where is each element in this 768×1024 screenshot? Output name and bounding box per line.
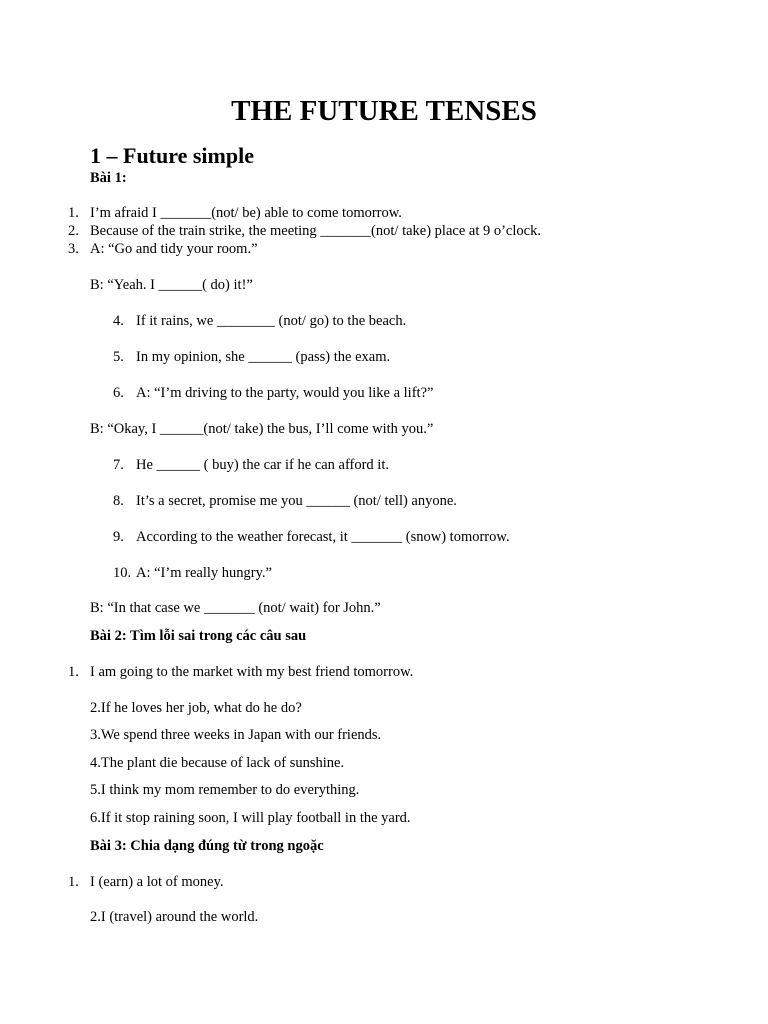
list-item: [113, 458, 389, 473]
item-text: A: “I’m really hungry.”: [136, 565, 272, 581]
list-item: [113, 530, 510, 545]
item-number: 10.: [113, 565, 132, 581]
list-item: [113, 386, 433, 401]
item-text: He ______ ( buy) the car if he can afford it.: [136, 457, 389, 473]
item-text: A: “I’m driving to the party, would you like a lift?”: [136, 385, 434, 401]
list-item: [68, 665, 413, 680]
list-item: 2.I (travel) around the world.: [90, 909, 259, 925]
item-text: I’m afraid I _______(not/ be) able to come tomorrow.: [90, 205, 402, 221]
list-item: 3.We spend three weeks in Japan with our friends.: [90, 727, 382, 743]
list-item: 2.If he loves her job, what do he do?: [90, 700, 302, 716]
item-number: 4.: [113, 313, 124, 329]
response-line: B: “In that case we _______ (not/ wait) for John.”: [90, 600, 381, 616]
exercise-2-heading: Bài 2: Tìm lỗi sai trong các câu sau: [90, 628, 307, 644]
list-item: 6.If it stop raining soon, I will play football in the yard.: [90, 810, 411, 826]
item-text: Because of the train strike, the meeting _______(not/ take) place at 9 o’clock.: [90, 223, 541, 239]
list-item: [113, 314, 406, 329]
response-line: B: “Okay, I ______(not/ take) the bus, I’ll come with you.”: [90, 421, 434, 437]
list-item: [68, 242, 258, 257]
item-number: 7.: [113, 457, 124, 473]
item-number: 6.: [113, 385, 124, 401]
item-text: I (earn) a lot of money.: [90, 874, 224, 890]
doc-title: THE FUTURE TENSES: [231, 95, 537, 127]
item-text: A: “Go and tidy your room.”: [90, 241, 258, 257]
item-number: 3.: [68, 241, 79, 257]
list-item: 5.I think my mom remember to do everything.: [90, 782, 360, 798]
list-item: [68, 875, 224, 890]
list-item: [113, 566, 272, 581]
list-item: [113, 350, 390, 365]
item-number: 1.: [68, 205, 79, 221]
item-number: 1.: [68, 664, 79, 680]
list-item: [68, 224, 541, 239]
item-number: 9.: [113, 529, 124, 545]
list-item: [68, 206, 402, 221]
item-number: 5.: [113, 349, 124, 365]
item-number: 8.: [113, 493, 124, 509]
item-text: In my opinion, she ______ (pass) the exam.: [136, 349, 391, 365]
list-item: 4.The plant die because of lack of sunshine.: [90, 755, 345, 771]
item-text: It’s a secret, promise me you ______ (not/ tell) anyone.: [136, 493, 457, 509]
item-text: I am going to the market with my best friend tomorrow.: [90, 664, 414, 680]
item-number: 2.: [68, 223, 79, 239]
exercise-3-heading: Bài 3: Chia dạng đúng từ trong ngoặc: [90, 838, 324, 854]
response-line: B: “Yeah. I ______( do) it!”: [90, 277, 253, 293]
item-text: If it rains, we ________ (not/ go) to the beach.: [136, 313, 407, 329]
item-text: According to the weather forecast, it _______ (snow) tomorrow.: [136, 529, 510, 545]
exercise-1-label: Bài 1:: [90, 170, 127, 186]
item-number: 1.: [68, 874, 79, 890]
section-heading-future-simple: 1 – Future simple: [90, 143, 254, 168]
list-item: [113, 494, 457, 509]
